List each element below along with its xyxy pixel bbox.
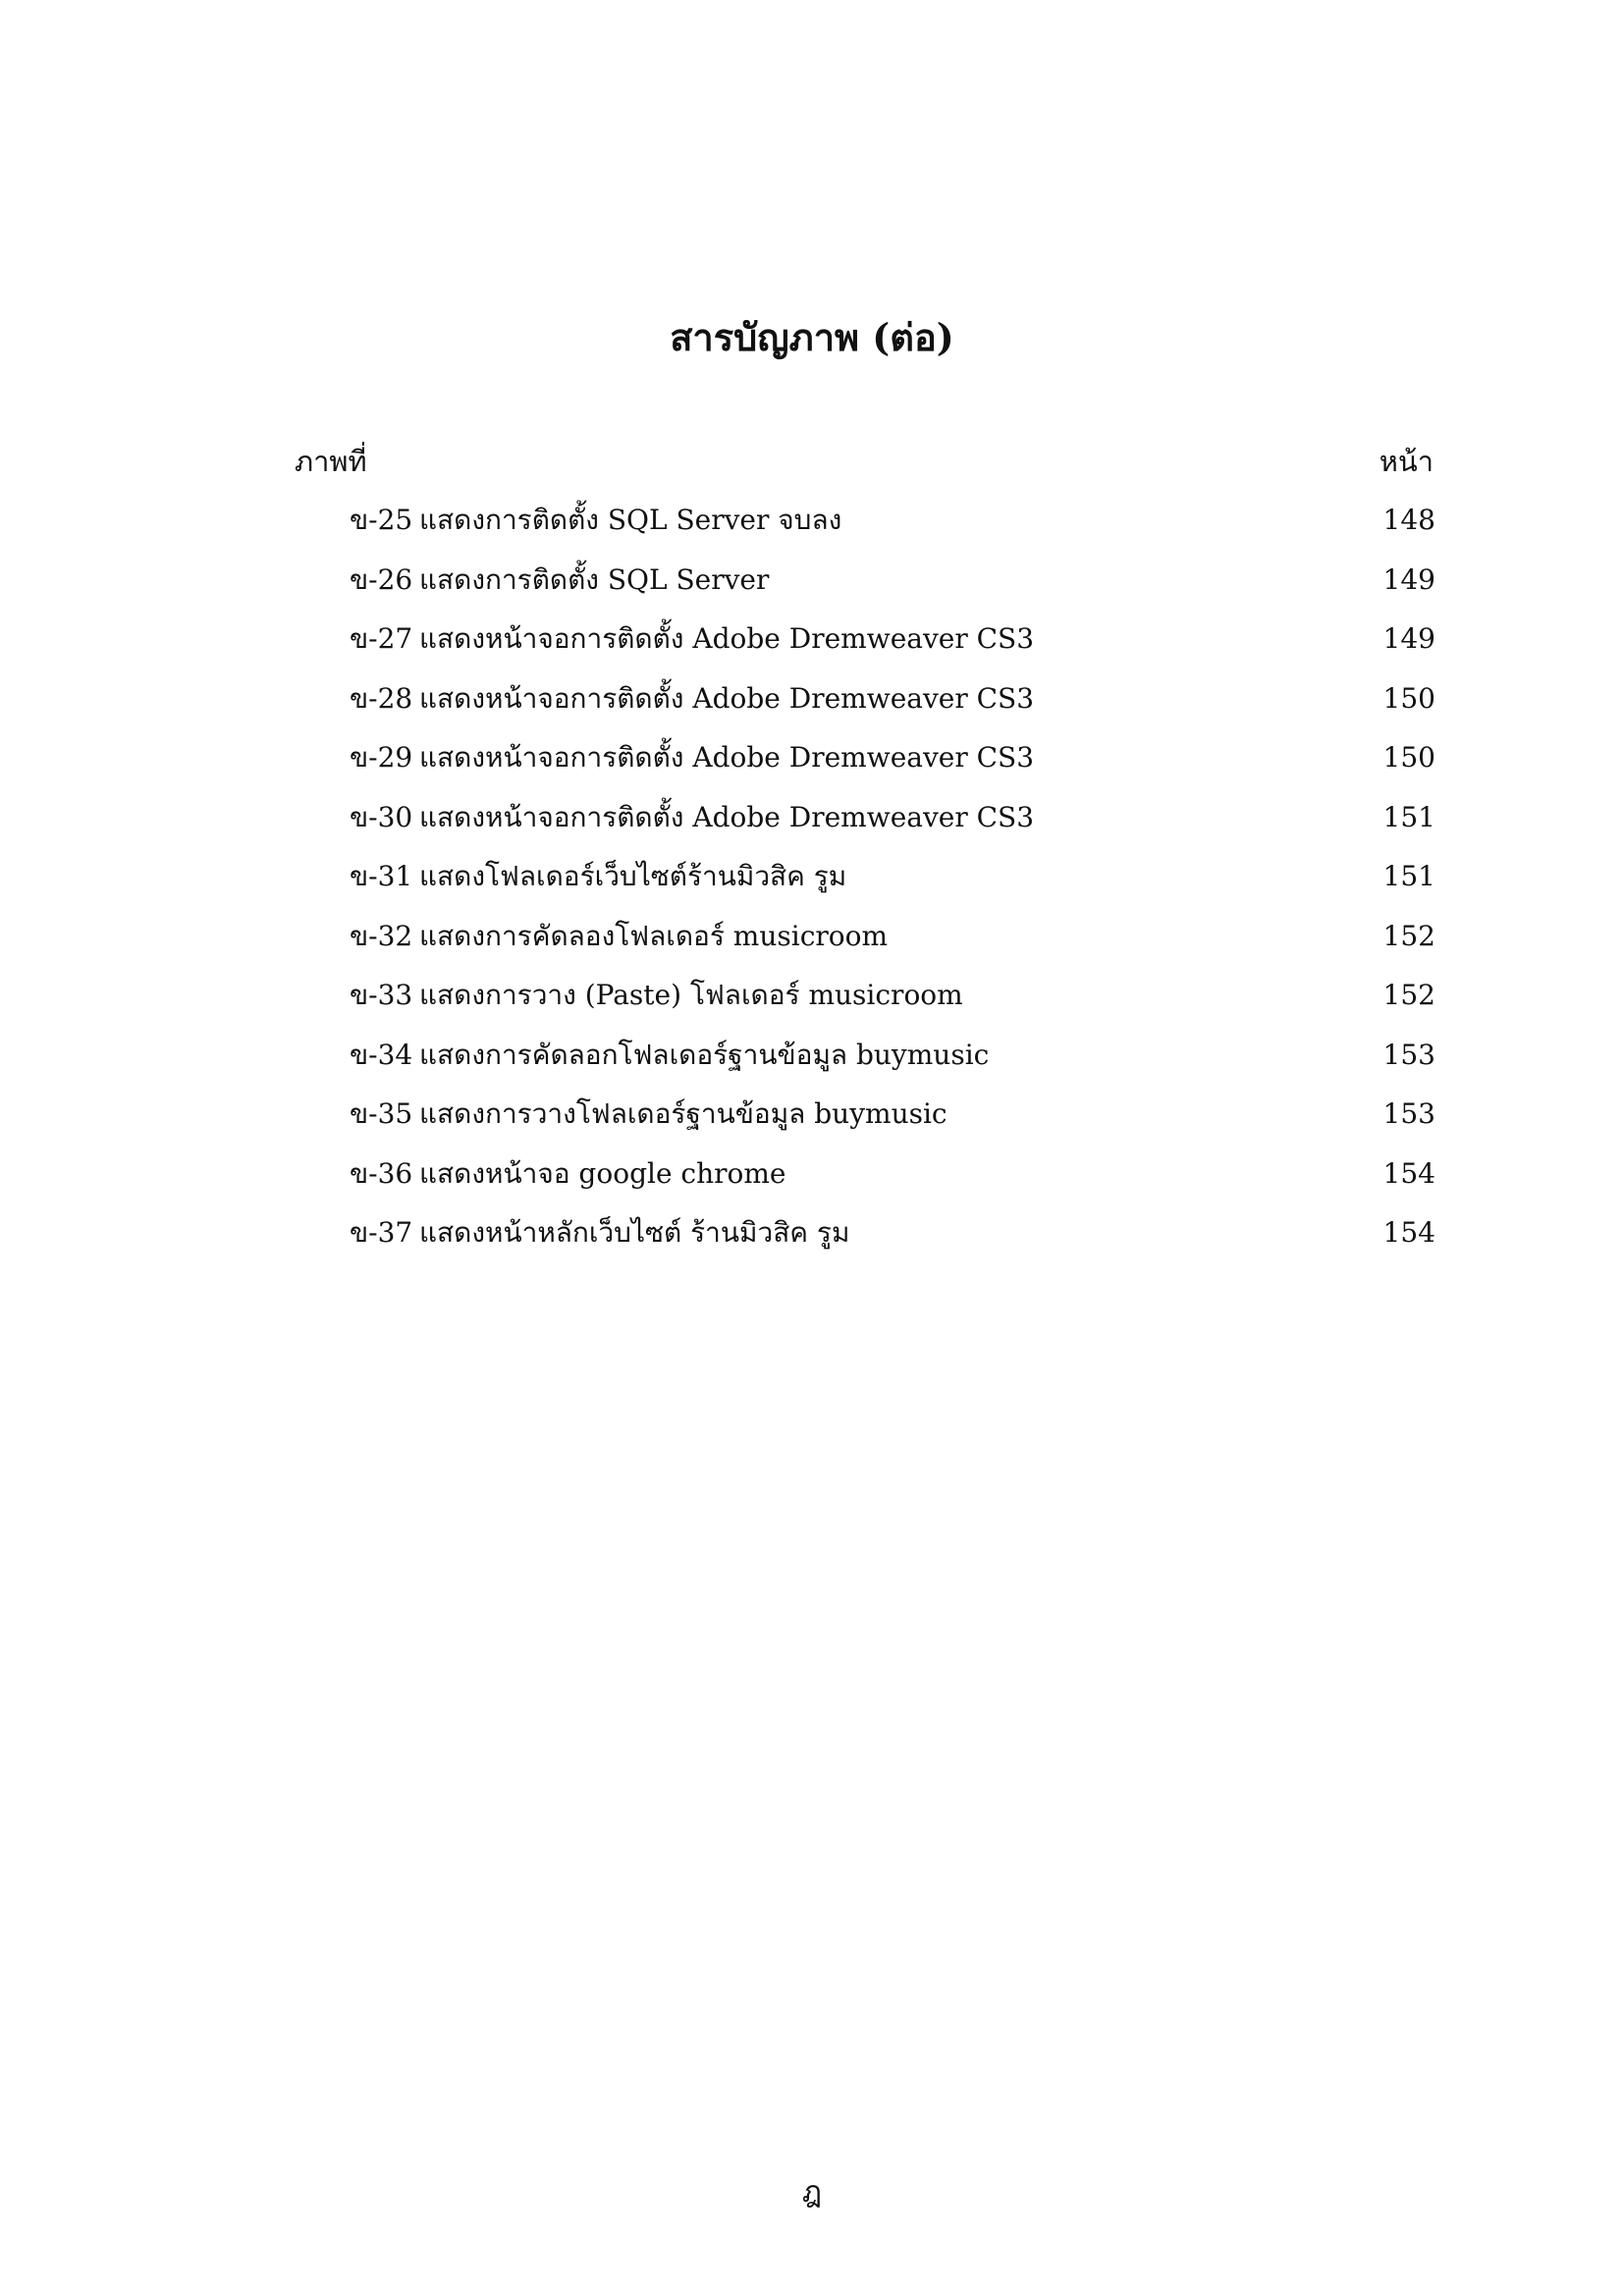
- page-title: สารบัญภาพ (ต่อ): [670, 315, 954, 359]
- page-column-header: หน้า: [1379, 445, 1434, 478]
- page-number: 150: [1382, 681, 1435, 715]
- figure-number: ข-35: [350, 1097, 413, 1130]
- figure-number: ข-27: [350, 622, 413, 655]
- list-item: [0, 974, 1624, 1034]
- list-item: [0, 617, 1624, 677]
- list-item: [0, 677, 1624, 737]
- list-item: [0, 915, 1624, 975]
- figure-caption: แสดงหน้าจอการติดตั้ง Adobe Dremweaver CS3: [419, 741, 1035, 774]
- figure-caption: แสดงการวางโฟลเดอร์ฐานข้อมูล buymusic: [419, 1097, 947, 1130]
- figure-number: ข-32: [350, 919, 413, 952]
- figure-number: ข-28: [350, 681, 413, 715]
- figure-number: ข-37: [350, 1216, 413, 1249]
- figure-caption: แสดงหน้าจอ google chrome: [419, 1156, 786, 1190]
- page-number: 154: [1382, 1156, 1435, 1190]
- page-number: 149: [1382, 622, 1435, 655]
- list-item: [0, 1093, 1624, 1152]
- figure-number: ข-33: [350, 979, 413, 1011]
- figure-number: ข-36: [350, 1156, 413, 1190]
- list-item: [0, 559, 1624, 618]
- list-item: [0, 736, 1624, 796]
- figure-caption: แสดงการติดตั้ง SQL Server จบลง: [419, 504, 842, 536]
- figure-caption: แสดงหน้าจอการติดตั้ง Adobe Dremweaver CS3: [419, 800, 1035, 833]
- figure-number: ข-29: [350, 741, 413, 774]
- figure-caption: แสดงการคัดลองโฟลเดอร์ musicroom: [419, 919, 889, 952]
- page-number: 152: [1382, 979, 1435, 1011]
- figure-number: ข-26: [350, 562, 413, 596]
- figure-list: [0, 499, 1624, 1271]
- list-item: [0, 796, 1624, 856]
- figure-caption: แสดงการวาง (Paste) โฟลเดอร์ musicroom: [419, 979, 963, 1011]
- list-item: [0, 855, 1624, 915]
- figure-column-header: ภาพที่: [295, 445, 367, 478]
- figure-caption: แสดงหน้าจอการติดตั้ง Adobe Dremweaver CS3: [419, 681, 1035, 715]
- figure-caption: แสดงหน้าหลักเว็บไซต์ ร้านมิวสิค รูม: [419, 1216, 850, 1249]
- figure-number: ข-30: [350, 800, 413, 833]
- figure-number: ข-34: [350, 1038, 413, 1071]
- figure-caption: แสดงการติดตั้ง SQL Server: [419, 562, 770, 596]
- page-marker: ฎ: [801, 2175, 823, 2210]
- page-number: 152: [1382, 919, 1435, 952]
- page-number: 150: [1382, 741, 1435, 774]
- page-number: 148: [1382, 504, 1435, 536]
- figure-caption: แสดงการคัดลอกโฟลเดอร์ฐานข้อมูล buymusic: [419, 1038, 990, 1071]
- page-number: 153: [1382, 1038, 1435, 1071]
- list-item: [0, 1152, 1624, 1212]
- page-number: 149: [1382, 562, 1435, 596]
- page-number: 151: [1382, 800, 1435, 833]
- list-item: [0, 499, 1624, 559]
- page-number: 151: [1382, 860, 1435, 892]
- list-item: [0, 1211, 1624, 1271]
- list-item: [0, 1034, 1624, 1094]
- figure-number: ข-25: [350, 504, 413, 536]
- figure-number: ข-31: [350, 860, 413, 892]
- figure-caption: แสดงโฟลเดอร์เว็บไซต์ร้านมิวสิค รูม: [419, 860, 847, 892]
- figure-caption: แสดงหน้าจอการติดตั้ง Adobe Dremweaver CS3: [419, 622, 1035, 655]
- page-number: 153: [1382, 1097, 1435, 1130]
- page-number: 154: [1382, 1216, 1435, 1249]
